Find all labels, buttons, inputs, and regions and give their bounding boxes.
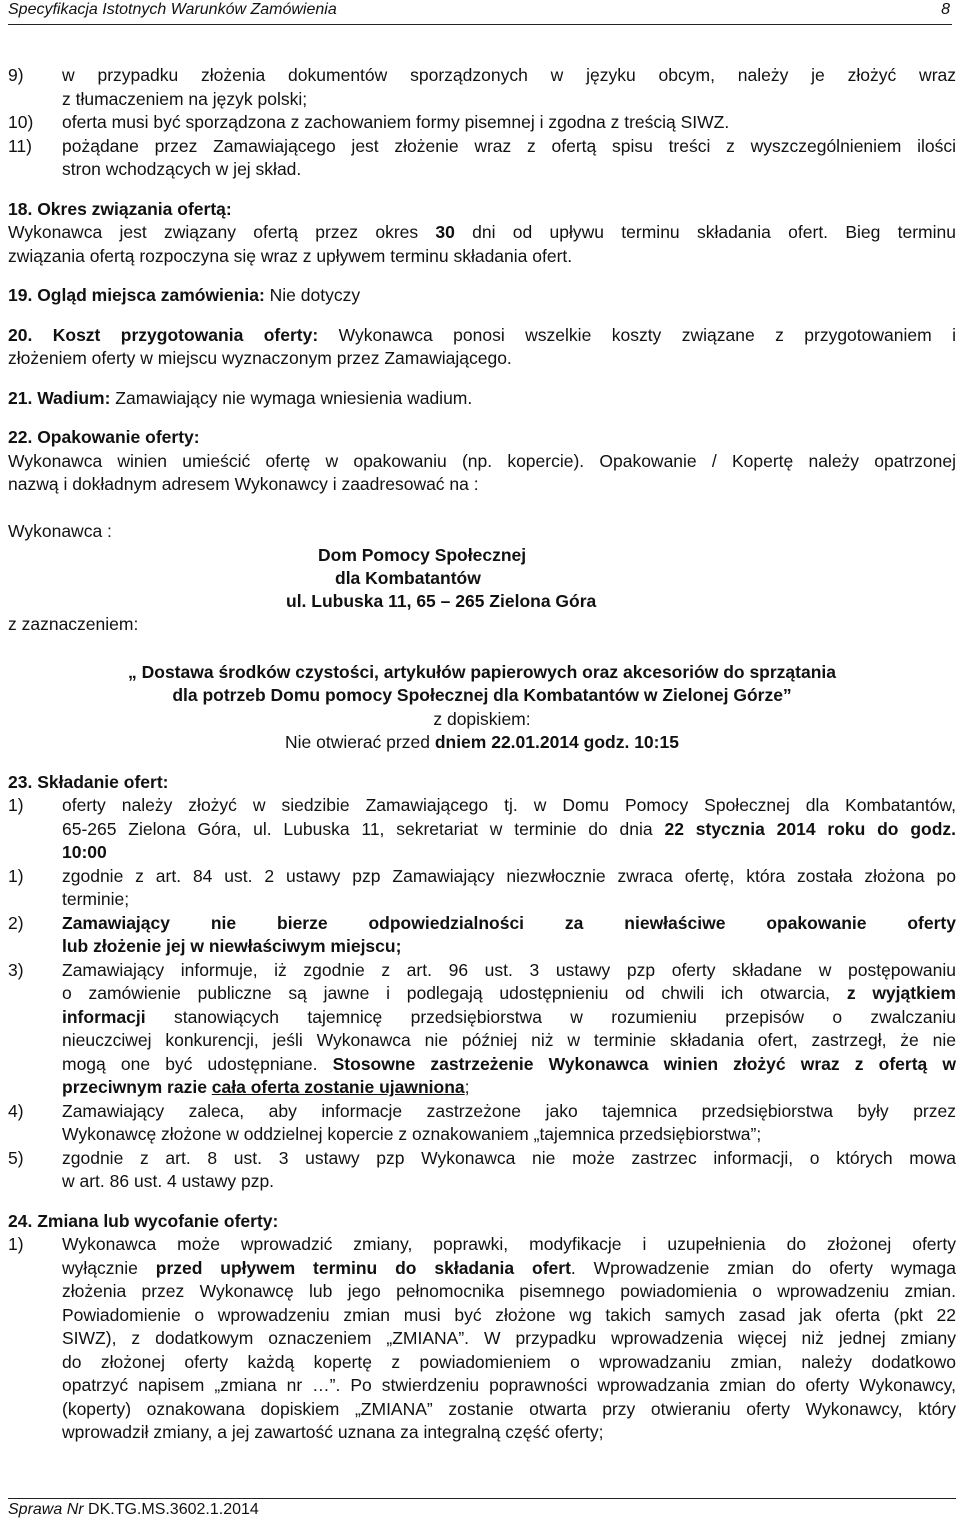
section-heading: 18. Okres związania ofertą: [8,198,232,219]
page-number: 8 [941,1,950,18]
list-item: 1) oferty należy złożyć w siedzibie Zamawiającego tj. w Domu Pomocy Społecznej dla Kombatantów, 65-265 Zielona Góra, ul. Lubuska 11, sekretariat w terminie do dnia 22 stycznia 2014 roku do godz. 10:00 [8,795,956,862]
contractor-label: Wykonawca : [8,520,112,541]
section-heading: 22. Opakowanie oferty: [8,427,200,447]
list-item: 1) Wykonawca może wprowadzić zmiany, poprawki, modyfikacje i uzupełnienia do złożonej oferty wyłącznie przed upływem terminu do składania ofert. Wprowadzenie zmian do oferty wymaga złożenia przez Wykonawcę lub jego pełnomocnika pisemnego powiadomienia o wprowadzeniu zmian. Powiadomienie o wprowadzeniu zmian musi być złożone wg takich samych zasad jak oferta (pkt 22 SIWZ), z dodatkowym oznaczeniem „ZMIANA”. W przypadku wprowadzenia więcej niż jednej zmiany do złożonej oferty każdą kopertę z powiadomieniem o wprowadzaniu zmian, należy dodatkowo opatrzyć napisem „zmiana nr …”. Po stwierdzeniu poprawności wprowadzania zmian do oferty Wykonawcy, (koperty) oznakowana dopiskiem „ZMIANA” zostanie otwarta przy otwieraniu oferty Wykonawcy, który wprowadził zmiany, a jej zawartość uznana za integralną część oferty; [8,1234,956,1442]
section-23 [8,771,956,1194]
list-item: 10) oferta musi być sporządzona z zachowaniem formy pisemnej i zgodna z treścią SIWZ. [8,112,730,132]
list-item: 5) zgodnie z art. 8 ust. 3 ustawy pzp Wykonawca nie może zastrzec informacji, o których mowa w art. 86 ust. 4 ustawy pzp. [8,1147,956,1191]
document-body [8,64,956,1445]
subject-block: „ Dostawa środków czystości, artykułów papierowych oraz akcesoriów do sprzątania dla potrzeb Domu pomocy Społecznej dla Kombatantów w Zielonej Górze” z dopiskiem: Nie otwierać przed dniem 22.01.2014 godz. 10:15 [128,661,836,752]
note-label: z zaznaczeniem: [8,613,139,634]
section-24 [8,1210,956,1445]
list-item: 4) Zamawiający zaleca, aby informacje zastrzeżone jako tajemnica przedsiębiorstwa były przez Wykonawcę złożone w oddzielnej kopercie z oznakowaniem „tajemnica przedsiębiorstwa”; [8,1100,956,1144]
section-20: 20. Koszt przygotowania oferty: Wykonawca ponosi wszelkie koszty związane z przygotowaniem i złożeniem oferty w miejscu wyznaczonym przez Zamawiającego. [8,324,956,368]
section-19: 19. Ogląd miejsca zamówienia: Nie dotyczy [8,285,361,305]
subject-line: dla potrzeb Domu pomocy Społecznej dla Kombatantów w Zielonej Górze” [172,685,792,705]
list-item: 11) pożądane przez Zamawiającego jest złożenie wraz z ofertą spisu treści z wyszczególnieniem ilości stron wchodzących w jej skład. [8,135,956,179]
footer-label: Sprawa Nr [8,1501,84,1518]
header-title: Specyfikacja Istotnych Warunków Zamówienia [8,1,337,18]
case-number: DK.TG.MS.3602.1.2014 [83,1501,259,1518]
address-line: dla Kombatantów [335,567,481,588]
section-heading: 21. Wadium: [8,387,111,408]
section-heading: 20. Koszt przygotowania oferty: [8,324,319,345]
section-22: 22. Opakowanie oferty: Wykonawca winien umieścić ofertę w opakowaniu (np. kopercie). Opakowanie / Kopertę należy opatrzonej nazwą i dokładnym adresem Wykonawcy i zaadresować na : Wykonawca : Dom Pomocy Społecznej dla Kombatantów ul. Lubuska 11, 65 – 265 Zielona Góra z zaznaczeniem: „ Dostawa środków czystości, artykułów papierowych oraz akcesoriów do sprzątania dla potrzeb Domu pomocy Społecznej dla Kombatantów w Zielonej Górze” z dopiskiem: Nie otwierać przed dniem 22.01.2014 godz. 10:15 [8,426,956,755]
address-line: Dom Pomocy Społecznej [318,544,527,565]
section-heading: 24. Zmiana lub wycofanie oferty: [8,1210,279,1231]
section-18: 18. Okres związania ofertą: Wykonawca jest związany ofertą przez okres 30 dni od upływu terminu składania ofert. Bieg terminu związania ofertą rozpoczyna się wraz z upływem terminu składania ofert. [8,198,956,266]
section-21: 21. Wadium: Zamawiający nie wymaga wniesienia wadium. [8,387,473,408]
page-header [8,0,952,25]
address-line: ul. Lubuska 11, 65 – 265 Zielona Góra [286,590,597,611]
list-item: 2) Zamawiający nie bierze odpowiedzialności za niewłaściwe opakowanie oferty lub złożenie jej w niewłaściwym miejscu; [8,912,956,956]
subject-line: „ Dostawa środków czystości, artykułów papierowych oraz akcesoriów do sprzątania [128,661,836,682]
list-item: 1) zgodnie z art. 84 ust. 2 ustawy pzp Zamawiający niezwłocznie zwraca ofertę, która została złożona po terminie; [8,865,956,909]
page-footer [8,1498,956,1523]
address-block [8,497,956,634]
section-heading: 23. Składanie ofert: [8,771,169,792]
list-item: 9) w przypadku złożenia dokumentów sporządzonych w języku obcym, należy je złożyć wraz z tłumaczeniem na język polski; [8,65,956,109]
section-heading: 19. Ogląd miejsca zamówienia: [8,285,265,305]
list-item: 3) Zamawiający informuje, iż zgodnie z art. 96 ust. 3 ustawy pzp oferty składane w postępowaniu o zamówienie publiczne są jawne i podlegają udostępnieniu od chwili ich otwarcia, z wyjątkiem informacji stanowiących tajemnicę przedsiębiorstwa w rozumieniu przepisów o zwalczaniu nieuczciwej konkurencji, jeśli Wykonawca nie później niż w terminie składania ofert, zastrzegł, że nie mogą one być udostępniane. Stosowne zastrzeżenie Wykonawca winien złożyć wraz z ofertą w przeciwnym razie cała oferta zostanie ujawniona; [8,959,956,1097]
